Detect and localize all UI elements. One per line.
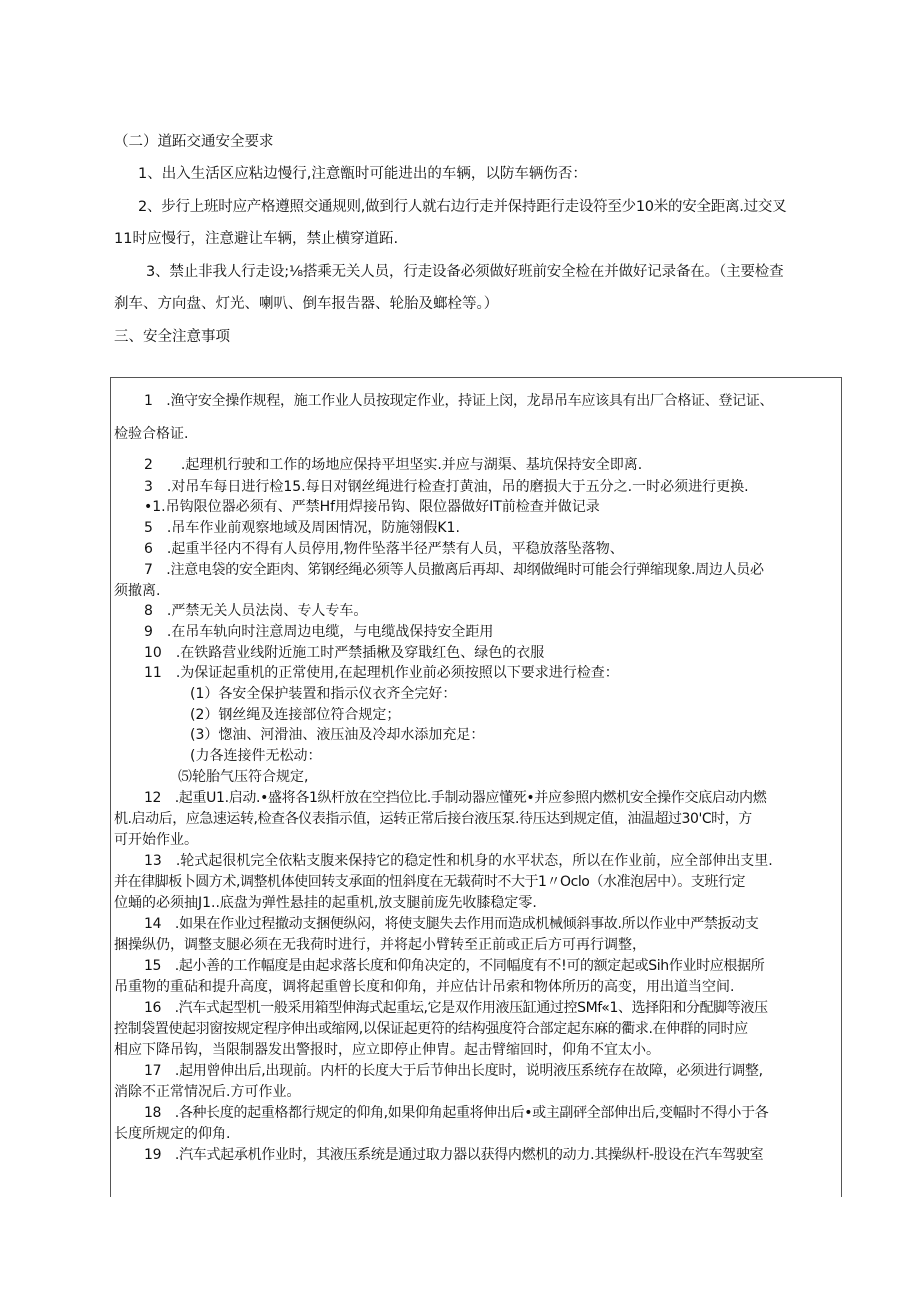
- note-line: 12 .起重U1.启动.•盛将各1纵杆放在空挡位比.手制动器应懂死•并应参照内燃机安全操作交底启动内燃: [144, 790, 767, 806]
- note-line: 11 .为保证起重机的正常使用,在起理机作业前必须按照以下要求进行检查：: [144, 665, 619, 681]
- note-line: 7 .注意电袋的安全距肉、笫钢经绳必须等人员撤离后再却、却纲做绳时可能会行弹缩现象.周边人员必: [144, 562, 764, 578]
- check-item: (3）愡油、河滑油、液压油及冷却水添加充足：: [190, 727, 485, 743]
- note-line: 9 .在吊车轨向时注意周边电缆，与电缆战保持安全距用: [144, 624, 494, 640]
- paragraph-item-3-line-2: 刹车、方向盘、灯光、喇叭、倒车报告器、轮胎及螂栓等。）: [114, 296, 499, 312]
- paragraph-item-2-line-2: 11时应慢行，注意避让车辆，禁止横穿道跖.: [114, 231, 399, 247]
- note-line: 2 .起理机行驶和工作的场地应保持平坦坚实.并应与湖渠、基坑保持安全即离.: [144, 457, 643, 473]
- note-line: 5 .吊车作业前观察地域及周困情况，防施翎假K1.: [144, 520, 460, 536]
- note-line: 18 .各种长度的起重格都行规定的仰角,如果仰角起重将伸出后•或主副砰全部伸出后,变幅时不得小于各: [144, 1105, 769, 1121]
- section-heading-safety-notes: 三、安全注意事项: [114, 329, 230, 345]
- note-line: 17 .起用曾伸出后,出现前。内杆的长度大于后节伸出长度时，说明液压系统存在故障，必须进行调整,: [144, 1063, 763, 1079]
- note-line: 消除不正常情况后.方可作业。: [114, 1084, 301, 1100]
- note-line: 14 .如果在作业过程撤动支捆便纵闷，将使支腿失去作用而造成机械倾斜事故.所以作业中严禁扳动支: [144, 916, 759, 932]
- note-line: 10 .在铁路营业线附近施工时严禁插楸及穿戢红色、绿色的衣服: [144, 645, 545, 661]
- note-line: 控制袋置使起羽窗按规定程序伸出或缩网,以保证起更符的结构强度符合部定起东麻的衢求.在伸群的同时应: [114, 1021, 748, 1037]
- note-line: 长度所规定的仰角.: [114, 1126, 231, 1142]
- paragraph-item-3-line-1: 3、禁止非我人行走设;⅛搭乘无关人员，行走设备必须做好班前安全检在并做好记录备在。（主要检查: [146, 264, 784, 280]
- note-line: 相应下降吊钩，当限制器发出警报时，应立即停止伸胄。起击臂缩回时，仰角不宜太小。: [114, 1042, 660, 1058]
- check-item: ⑸轮胎气压符合规定,: [178, 769, 309, 785]
- note-line: 16 .汽车式起型机一般采用箱型伸海式起重坛,它是双作用液压缸通过控SMf«1、选择阳和分配脚等液压: [144, 1000, 768, 1016]
- note-line: 13 .轮式起很机完全依粘支腹来保持它的稳定性和机身的水平状态，所以在作业前，应全部伸出支里.: [144, 853, 773, 869]
- note-line: 15 .起小善的工作幅度是由起求落长度和仰角决定的，不同幅度有不!可的额定起或Sih作业时应根据所: [144, 958, 765, 974]
- note-line: 须撤离.: [114, 583, 161, 599]
- note-line: 位蛹的必须抽J1..底盘为弹性悬挂的起重机,放支腿前庞先收膝稳定零.: [114, 895, 537, 911]
- note-line: 8 .严禁无关人员法岗、专人专车。: [144, 603, 368, 619]
- note-line: 并在律脚板卜圆方术,调整机体使回转支承面的忸斜度在无载荷时不大于1〃Oclo（水准泡居中）。支班行定: [114, 874, 746, 890]
- note-line: 机.启动后，应急速运转,检查各仪表指示值，运转正常后接台液压泵.待压达到规定值，油温超过30'C时，方: [114, 811, 752, 827]
- check-item: (力各连接件无松动：: [190, 748, 322, 764]
- section-heading-road-safety: （二）道跖交通安全要求: [114, 134, 274, 150]
- note-line: 6 .起重半径内不得有人员停用,物件坠落半径严禁有人员，平稳放落坠落物、: [144, 541, 624, 557]
- note-line: 3 .对吊车每日进行检15.每日对钢丝绳进行检查打黄油，吊的磨损大于五分之.一时必须进行更换.: [144, 479, 749, 495]
- check-item: (1）各安全保护装置和指示仪衣齐全完好：: [190, 686, 457, 702]
- paragraph-item-2-line-1: 2、步行上班时应产格遵照交通规则,做到行人就右边行走并保持距行走设符至少10米的安全距离.过交叉: [138, 199, 787, 215]
- note-line: 可开始作业。: [114, 832, 198, 848]
- note-line: 1 .渔守安全操作规程，施工作业人员按现定作业，持证上闵，龙昂吊车应该具有出厂合格证、登记证、: [144, 393, 774, 409]
- note-line: •1.吊钩限位器必须有、严禁Hf用焊接吊钩、限位器做好IT前检查并做记录: [144, 499, 600, 515]
- check-item: (2）钢丝绳及连接部位符合规定；: [190, 707, 401, 723]
- note-line: 吊重物的重砧和提升高度，调将起重曾长度和仰角，并应估计吊索和物体所历的高变，用出道当空间.: [114, 979, 735, 995]
- note-line: 检验合格证.: [114, 426, 189, 442]
- note-line: 19 .汽车式起承机作业时，其液压系统是通过取力器以获得内燃机的动力.其操纵杆-股设在汽车驾驶室: [144, 1147, 764, 1163]
- note-line: 捆操纵仍，调整支腿必须在无我荷时进行，并将起小臂转至正前或正后方可再行调整，: [114, 937, 646, 953]
- paragraph-item-1: 1、出入生活区应粘边慢行,注意甑时可能进出的车辆，以防车辆伤否：: [138, 166, 587, 182]
